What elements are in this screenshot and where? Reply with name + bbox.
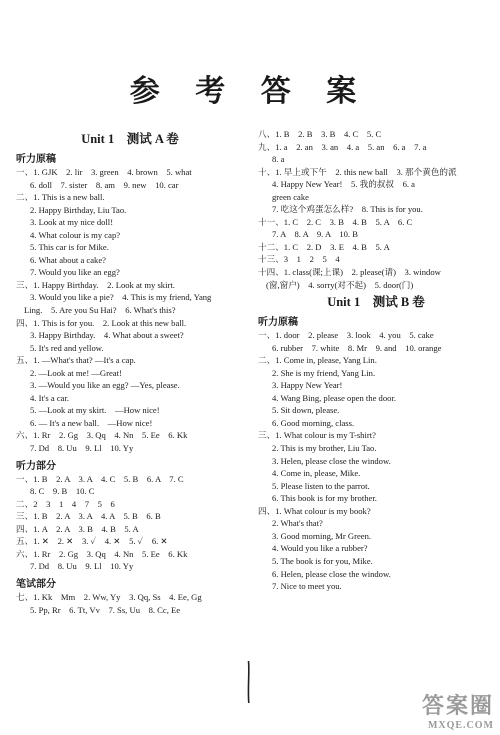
answer-line: 二、2 3 1 4 7 5 6 — [16, 498, 115, 509]
answer-line: 2. She is my friend, Yang Lin. — [272, 367, 376, 378]
answer-line: 4. What colour is my cap? — [30, 229, 121, 240]
answer-line: 四、1. This is for you. 2. Look at this new ball. — [16, 317, 187, 328]
subsection-label: 听力原稿 — [16, 154, 56, 165]
answer-line: 5. Pp, Rr 6. Tt, Vv 7. Ss, Uu 8. Cc, Ee — [30, 604, 181, 615]
answer-line: 7. 吃这个鸡蛋怎么样? 8. This is for you. — [272, 204, 423, 215]
answer-line: 5. Please listen to the parrot. — [272, 480, 370, 491]
answer-line: 6. This book is for my brother. — [272, 493, 377, 504]
answer-line: 三、1. What colour is my T-shirt? — [258, 430, 376, 441]
answer-line: 二、1. Come in, please, Yang Lin. — [258, 355, 377, 366]
answer-line: 3. Happy Birthday. 4. What about a sweet? — [30, 330, 184, 341]
answer-line: 3. Happy New Year! — [272, 380, 343, 391]
watermark-text: 答案圈 — [421, 693, 494, 718]
answer-line: 4. Happy New Year! 5. 我的叔叔 6. a — [272, 179, 415, 190]
answer-line: 3. Would you like a pie? 4. This is my friend, Yang — [30, 292, 212, 303]
page-title: 参 考 答 案 — [129, 75, 371, 108]
answer-line: 七、1. Kk Mm 2. Ww, Yy 3. Qq, Ss 4. Ee, Gg — [16, 591, 202, 602]
answer-line: 2. Happy Birthday, Liu Tao. — [30, 204, 127, 215]
answer-line: 7. A 8. A 9. A 10. B — [272, 229, 358, 240]
left-column — [16, 128, 244, 616]
answer-line: 一、1. door 2. please 3. look 4. you 5. cake — [258, 330, 434, 341]
answer-line: 4. It's a car. — [30, 392, 70, 403]
section-heading: Unit 1 测试 B 卷 — [327, 295, 425, 310]
answer-line: Ling. 5. Are you Su Hai? 6. What's this? — [24, 305, 176, 316]
answer-line: 五、1. ✕ 2. ✕ 3. ✓ 4. ✕ 5. ✓ 6. ✕ — [16, 536, 168, 547]
answer-line: (窗,窗户) 4. sorry(对不起) 5. door(门) — [266, 279, 414, 290]
answer-line: 三、1. B 2. A 3. A 4. A 5. B 6. B — [16, 511, 161, 522]
answer-line: 4. Would you like a rubber? — [272, 543, 368, 554]
answer-line: 十三、3 1 2 5 4 — [258, 254, 340, 265]
answer-line: 6. — It's a new ball. —How nice! — [30, 417, 153, 428]
section-heading: Unit 1 测试 A 卷 — [81, 132, 179, 146]
answer-line: 五、1. —What's that? —It's a cap. — [16, 355, 136, 366]
answer-line: 5. It's red and yellow. — [30, 342, 104, 353]
subsection-label: 笔试部分 — [16, 578, 56, 590]
subsection-label: 听力部分 — [16, 460, 56, 472]
answer-line: 6. Helen, please close the window. — [272, 568, 391, 579]
answer-line: 5. The book is for you, Mike. — [272, 555, 373, 566]
answer-line: 2. —Look at me! —Great! — [30, 367, 122, 378]
answer-line: 十二、1. C 2. D 3. E 4. B 5. A — [258, 241, 390, 252]
answer-line: 5. Sit down, please. — [272, 405, 340, 416]
answer-line: 7. Dd 8. Uu 9. Ll 10. Yy — [30, 561, 134, 572]
answer-line: 6. doll 7. sister 8. am 9. new 10. car — [30, 179, 179, 190]
answer-line: 九、1. a 2. an 3. an 4. a 5. an 6. a 7. a — [258, 141, 427, 152]
watermark-url: MXQE.COM — [427, 720, 494, 731]
answer-line: 4. Come in, please, Mike. — [272, 468, 361, 479]
answer-line: 6. Good morning, class. — [272, 417, 355, 428]
answer-line: 十、1. 早上或下午 2. this new ball 3. 那个黄色的派 — [258, 166, 457, 177]
answer-line: 5. —Look at my skirt. —How nice! — [30, 405, 160, 416]
answer-line: 4. Wang Bing, please open the door. — [272, 392, 396, 403]
answer-line: 3. —Would you like an egg? —Yes, please. — [30, 380, 180, 391]
watermark-logo — [422, 689, 494, 731]
answer-line: 六、1. Rr 2. Gg 3. Qq 4. Nn 5. Ee 6. Kk — [16, 548, 188, 559]
answer-line: 6. rubber 7. white 8. Mr 9. and 10. orange — [272, 342, 442, 353]
right-column — [258, 128, 494, 593]
answer-line: green cake — [272, 191, 309, 202]
answer-line: 8. C 9. B 10. C — [30, 486, 95, 497]
answer-line: 六、1. Rr 2. Gg 3. Qq 4. Nn 5. Ee 6. Kk — [16, 430, 188, 441]
answer-line: 3. Helen, please close the window. — [272, 455, 391, 466]
answer-line: 一、1. B 2. A 3. A 4. C 5. B 6. A 7. C — [16, 473, 184, 484]
answer-line: 一、1. GJK 2. lir 3. green 4. brown 5. what — [16, 167, 192, 177]
answer-line: 3. Good morning, Mr Green. — [272, 530, 372, 541]
answer-line: 十四、1. class(课;上课) 2. please(请) 3. window — [258, 267, 441, 278]
answer-line: 8. a — [272, 154, 285, 165]
answer-line: 6. What about a cake? — [30, 254, 106, 265]
page-number-mark — [247, 660, 250, 704]
answer-line: 八、1. B 2. B 3. B 4. C 5. C — [258, 129, 382, 139]
answer-line: 2. This is my brother, Liu Tao. — [272, 443, 377, 454]
answer-line: 四、1. What colour is my book? — [258, 505, 371, 516]
answer-line: 二、1. This is a new ball. — [16, 192, 105, 203]
answer-line: 7. Nice to meet you. — [272, 581, 342, 592]
answer-line: 7. Would you like an egg? — [30, 267, 120, 278]
answer-line: 十一、1. C 2. C 3. B 4. B 5. A 6. C — [258, 216, 413, 227]
subsection-label: 听力原稿 — [258, 317, 298, 329]
answer-line: 5. This car is for Mike. — [30, 242, 109, 253]
answer-line: 3. Look at my nice doll! — [30, 217, 114, 228]
answer-line: 四、1. A 2. A 3. B 4. B 5. A — [16, 523, 139, 534]
answer-line: 2. What's that? — [272, 518, 323, 529]
answer-line: 三、1. Happy Birthday. 2. Look at my skirt. — [16, 279, 175, 290]
answer-line: 7. Dd 8. Uu 9. Ll 10. Yy — [30, 443, 134, 454]
